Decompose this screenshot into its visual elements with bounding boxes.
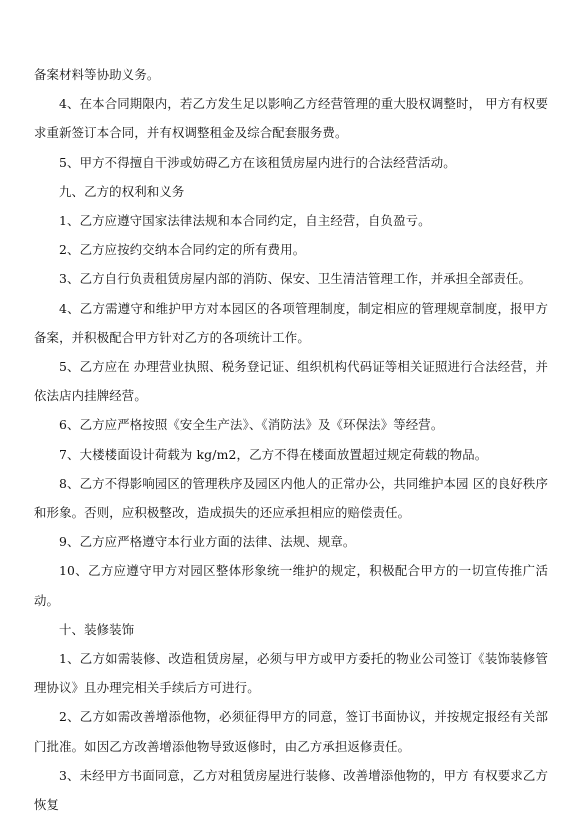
paragraph-park-rules: 4、乙方需遵守和维护甲方对本园区的各项管理制度，制定相应的管理规章制度，报甲方备案，并积极配合甲方针对乙方的各项统计工作。 (34, 300, 548, 345)
paragraph-no-interference: 5、甲方不得擅自干涉或妨碍乙方在该租赁房屋内进行的合法经营活动。 (59, 154, 456, 170)
paragraph-pay-fees: 2、乙方应按约交纳本合同约定的所有费用。 (59, 242, 306, 258)
paragraph-equity-adjustment: 4、在本合同期限内，若乙方发生足以影响乙方经营管理的重大股权调整时， 甲方有权要求重新签订本合同，并有权调整租金及综合配套服务费。 (34, 96, 548, 141)
paragraph-industry-regulations: 9、乙方应严格遵守本行业方面的法律、法规、规章。 (59, 534, 356, 550)
paragraph-safety-laws: 6、乙方应严格按照《安全生产法》、《消防法》及《环保法》等经营。 (59, 417, 444, 433)
paragraph-improvements-approval: 2、乙方如需改善增添他物，必须征得甲方的同意，签订书面协议，并按规定报经有关部门批准。如因乙方改善增添他物导致返修时，由乙方承担返修责任。 (34, 709, 548, 754)
section-heading-party-b-rights: 九、乙方的权利和义务 (59, 183, 185, 199)
paragraph-renovation-agreement: 1、乙方如需装修、改造租赁房屋，必须与甲方或甲方委托的物业公司签订《装饰装修管理协议》且办理完相关手续后方可进行。 (34, 651, 548, 696)
paragraph-filing-duty-continued: 备案材料等协助义务。 (34, 67, 160, 82)
paragraph-business-license: 5、乙方应在 办理营业执照、税务登记证、组织机构代码证等相关证照进行合法经营，并依法店内挂牌经营。 (34, 359, 548, 404)
section-heading-decoration: 十、装修装饰 (59, 621, 135, 637)
paragraph-park-order: 8、乙方不得影响园区的管理秩序及园区内他人的正常办公，共同维护本园 区的良好秩序和形象。否则，应积极整改，造成损失的还应承担相应的赔偿责任。 (34, 475, 548, 521)
paragraph-internal-management: 3、乙方自行负责租赁房屋内部的消防、保安、卫生清洁管理工作，并承担全部责任。 (59, 271, 532, 287)
paragraph-floor-load: 7、大楼楼面设计荷载为 kg/m2，乙方不得在楼面放置超过规定荷载的物品。 (59, 446, 488, 462)
paragraph-image-maintenance: 10、乙方应遵守甲方对园区整体形象统一维护的规定，积极配合甲方的一切宣传推广活动。 (34, 563, 548, 608)
paragraph-comply-with-law: 1、乙方应遵守国家法律法规和本合同约定，自主经营，自负盈亏。 (59, 213, 431, 229)
paragraph-unauthorized-renovation: 3、未经甲方书面同意，乙方对租赁房屋进行装修、改善增添他物的，甲方 有权要求乙方恢复 (34, 767, 548, 813)
